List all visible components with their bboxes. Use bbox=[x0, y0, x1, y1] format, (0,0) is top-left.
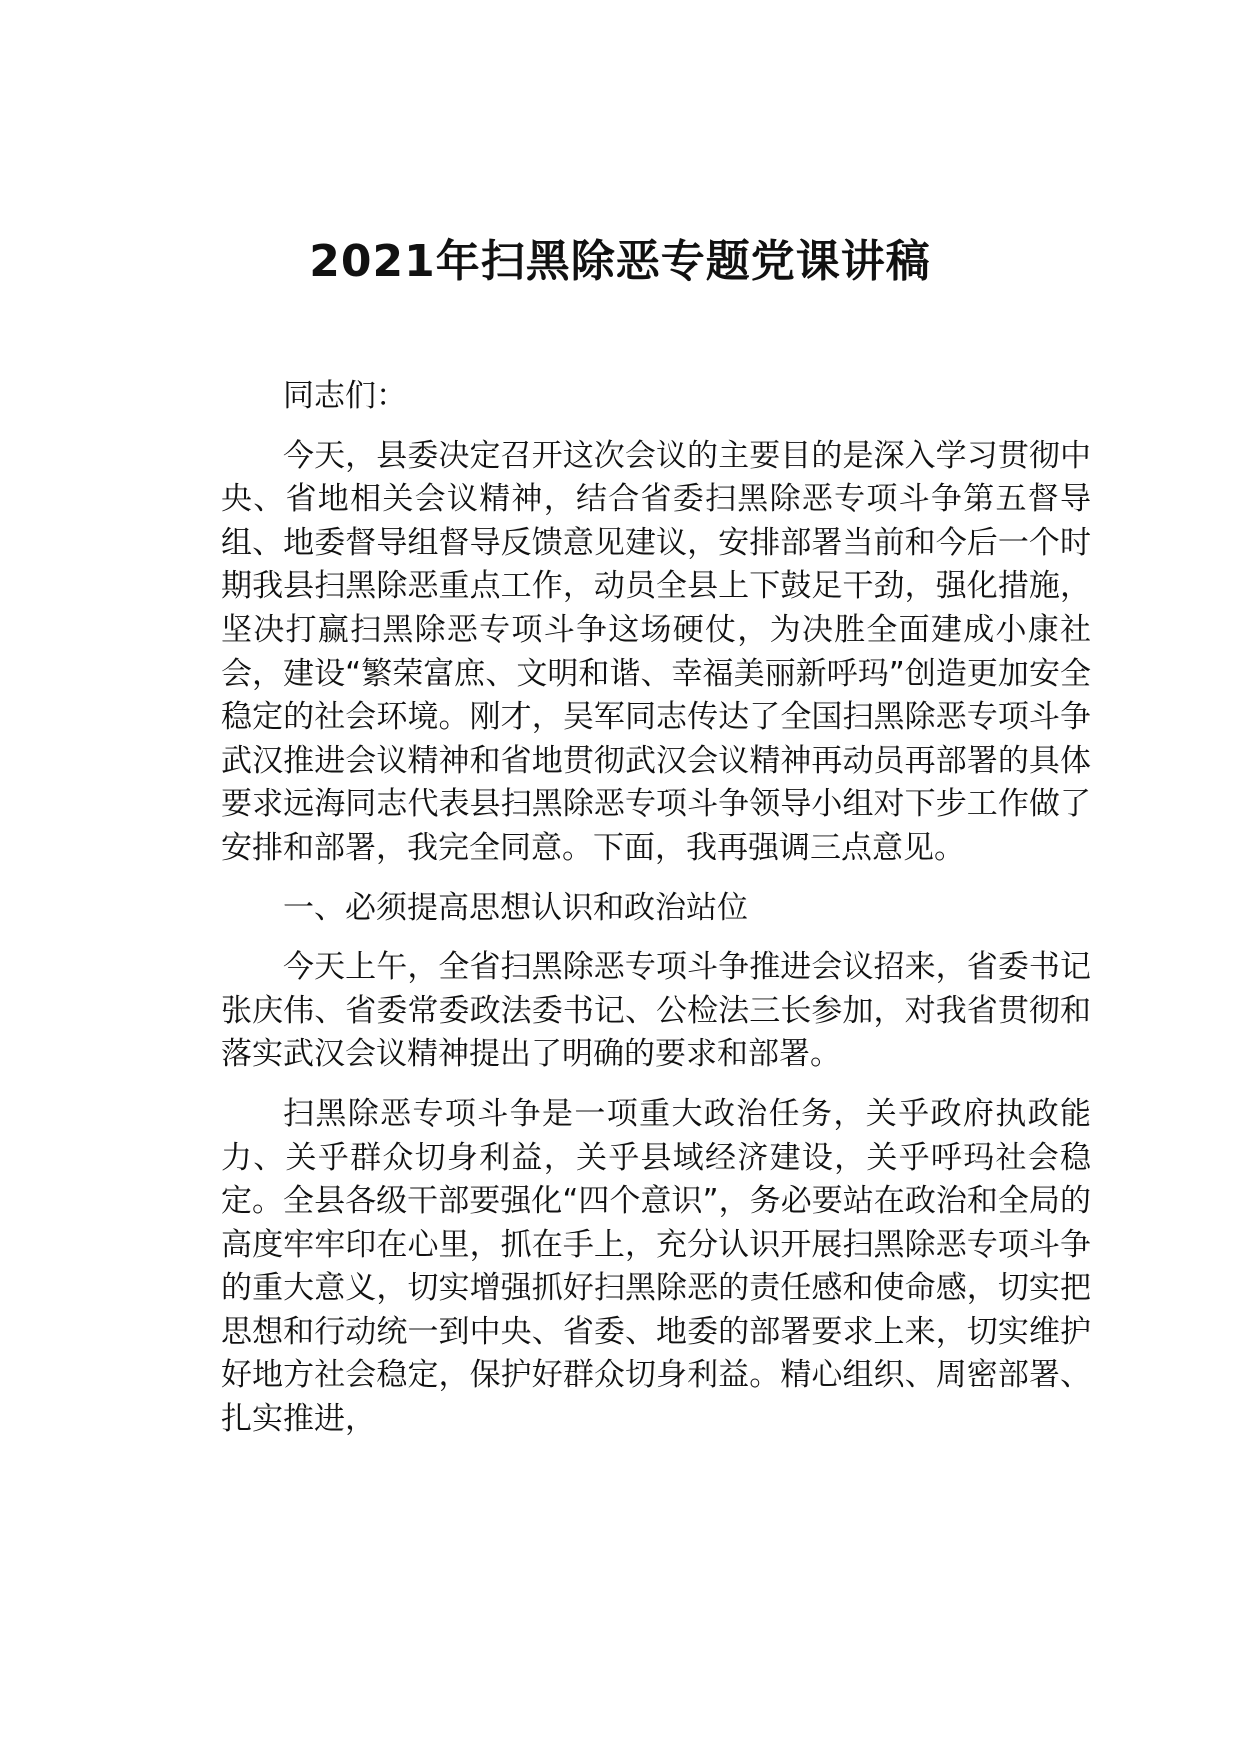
document-body bbox=[221, 375, 1091, 1442]
section-heading-1: 一、必须提高思想认识和政治站位 bbox=[283, 889, 748, 926]
paragraph-meeting: 今天上午，全省扫黑除恶专项斗争推进会议招来，省委书记张庆伟、省委常委政法委书记、公检法三长参加，对我省贯彻和落实武汉会议精神提出了明确的要求和部署。 bbox=[221, 949, 1091, 1073]
salutation: 同志们： bbox=[283, 378, 407, 414]
paragraph-intro: 今天，县委决定召开这次会议的主要目的是深入学习贯彻中央、省地相关会议精神，结合省委扫黑除恶专项斗争第五督导组、地委督导组督导反馈意见建议，安排部署当前和今后一个时期我县扫黑除恶重点工作，动员全县上下鼓足干劲，强化措施，坚决打赢扫黑除恶专项斗争这场硬仗，为决胜全面建成小康社会，建设“繁荣富庶、文明和谐、幸福美丽新呼玛”创造更加安全稳定的社会环境。刚才，吴军同志传达了全国扫黑除恶专项斗争武汉推进会议精神和省地贯彻武汉会议精神再动员再部署的具体要求远海同志代表县扫黑除恶专项斗争领导小组对下步工作做了安排和部署，我完全同意。下面，我再强调三点意见。 bbox=[221, 437, 1091, 866]
paragraph-task: 扫黑除恶专项斗争是一项重大政治任务，关乎政府执政能力、关乎群众切身利益，关乎县域经济建设，关乎呼玛社会稳定。全县各级干部要强化“四个意识”，务必要站在政治和全局的高度牢牢印在心里，抓在手上，充分认识开展扫黑除恶专项斗争的重大意义，切实增强抓好扫黑除恶的责任感和使命感，切实把思想和行动统一到中央、省委、地委的部署要求上来，切实维护好地方社会稳定，保护好群众切身利益。精心组织、周密部署、扎实推进， bbox=[221, 1095, 1091, 1438]
document-title: 2021年扫黑除恶专题党课讲稿 bbox=[309, 236, 931, 287]
